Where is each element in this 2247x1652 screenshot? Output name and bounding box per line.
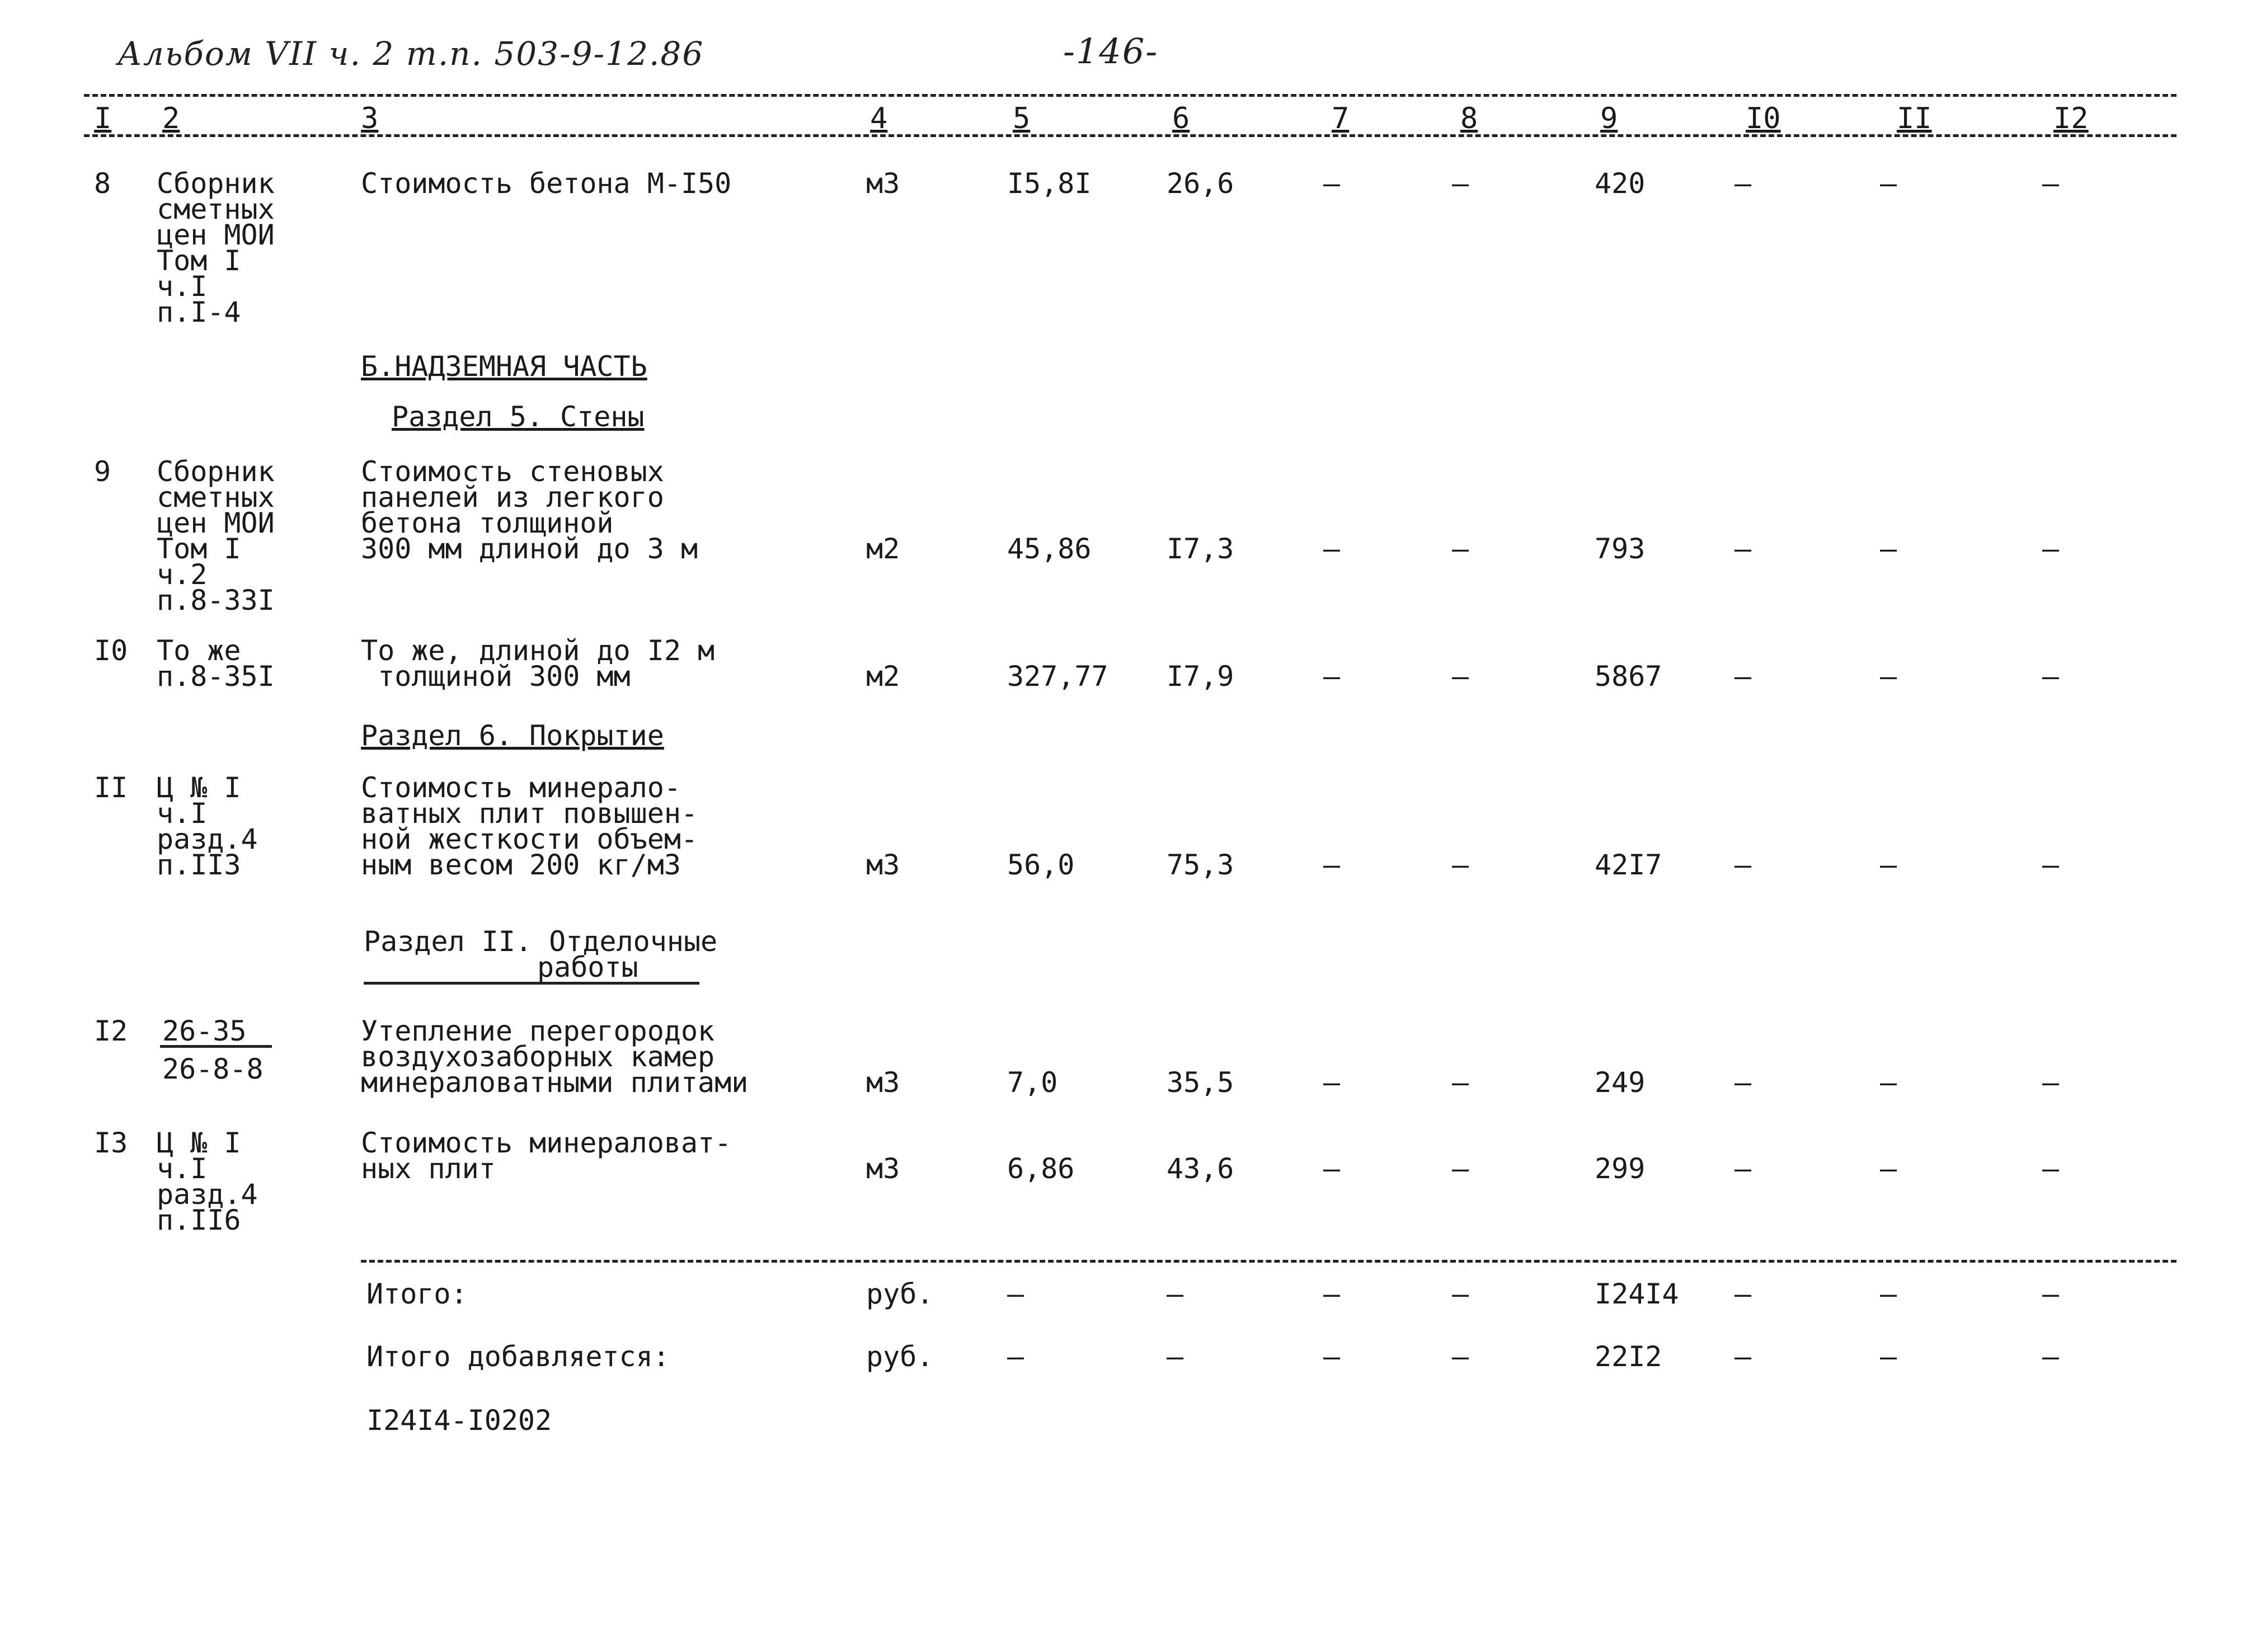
column-header-11: II — [1897, 102, 1932, 135]
row-col9: 42I7 — [1595, 849, 1662, 881]
row-source-numerator: 26-35 — [162, 1015, 247, 1047]
row-col7: – — [1323, 1066, 1341, 1099]
section-11-heading-cont: работы — [537, 951, 638, 983]
total-col9: I24I4 — [1595, 1278, 1679, 1310]
row-col12: – — [2042, 1152, 2060, 1185]
column-header-7: 7 — [1332, 102, 1350, 135]
total-col7: – — [1323, 1340, 1341, 1373]
fraction-bar — [160, 1045, 272, 1048]
page-number: -146- — [1063, 31, 1159, 72]
row-col6: 75,3 — [1167, 849, 1234, 881]
row-col10: – — [1734, 1152, 1752, 1185]
row-col8: – — [1452, 1152, 1469, 1185]
row-col7: – — [1323, 167, 1341, 200]
total-col6: – — [1167, 1340, 1184, 1373]
header-divider — [84, 134, 2177, 137]
row-unit: м3 — [866, 849, 900, 881]
row-col5: 56,0 — [1007, 849, 1075, 881]
total-col9: 22I2 — [1595, 1340, 1662, 1373]
row-col12: – — [2042, 533, 2060, 565]
row-unit: м3 — [866, 1066, 900, 1099]
row-col12: – — [2042, 849, 2060, 881]
top-divider — [84, 94, 2177, 97]
part-b-heading: Б.НАДЗЕМНАЯ ЧАСТЬ — [361, 350, 647, 383]
row-col5: 327,77 — [1007, 660, 1108, 693]
column-header-1: I — [94, 102, 112, 135]
total-label: Итого добавляется: — [366, 1340, 670, 1373]
row-col12: – — [2042, 660, 2060, 693]
row-col8: – — [1452, 660, 1469, 693]
total-label: Итого: — [366, 1278, 468, 1310]
total-col10: – — [1734, 1278, 1752, 1310]
total-unit: руб. — [866, 1278, 934, 1310]
row-col10: – — [1734, 533, 1752, 565]
row-description: То же, длиной до I2 м толщиной 300 мм — [361, 634, 715, 693]
total-col5: – — [1007, 1278, 1024, 1310]
column-header-9: 9 — [1600, 102, 1618, 135]
total-col5: – — [1007, 1340, 1024, 1373]
row-col11: – — [1880, 1066, 1897, 1099]
column-header-3: 3 — [361, 102, 379, 135]
column-header-12: I2 — [2053, 102, 2089, 135]
row-number: 9 — [94, 455, 111, 488]
row-unit: м2 — [866, 533, 900, 565]
column-header-2: 2 — [162, 102, 180, 135]
row-col8: – — [1452, 533, 1469, 565]
row-col6: 26,6 — [1167, 167, 1234, 200]
row-col6: I7,9 — [1167, 660, 1234, 693]
total-col8: – — [1452, 1340, 1469, 1373]
row-col8: – — [1452, 849, 1469, 881]
row-col9: 249 — [1595, 1066, 1646, 1099]
row-col10: – — [1734, 849, 1752, 881]
total-col6: – — [1167, 1278, 1184, 1310]
row-description: Стоимость бетона М-I50 — [361, 167, 732, 200]
row-col10: – — [1734, 660, 1752, 693]
total-col11: – — [1880, 1278, 1897, 1310]
album-reference: Альбом VII ч. 2 т.п. 503-9-12.86 — [117, 35, 704, 73]
row-col7: – — [1323, 533, 1341, 565]
total-col8: – — [1452, 1278, 1469, 1310]
total-col7: – — [1323, 1278, 1341, 1310]
row-col5: 6,86 — [1007, 1152, 1075, 1185]
row-col9: 420 — [1595, 167, 1646, 200]
row-col6: 35,5 — [1167, 1066, 1234, 1099]
row-col5: 7,0 — [1007, 1066, 1058, 1099]
row-description: Стоимость минерало- ватных плит повышен- ной жесткости объем- ным весом 200 кг/м3 — [361, 771, 698, 881]
column-header-5: 5 — [1013, 102, 1031, 135]
row-col11: – — [1880, 1152, 1897, 1185]
row-number: I2 — [94, 1015, 128, 1047]
row-col7: – — [1323, 1152, 1341, 1185]
row-source: То же п.8-35I — [157, 634, 275, 693]
row-col12: – — [2042, 1066, 2060, 1099]
row-col5: 45,86 — [1007, 533, 1092, 565]
row-col11: – — [1880, 660, 1897, 693]
column-header-10: I0 — [1746, 102, 1781, 135]
row-col11: – — [1880, 849, 1897, 881]
row-col9: 5867 — [1595, 660, 1662, 693]
row-number: I3 — [94, 1127, 128, 1159]
formula-note: I24I4-I0202 — [366, 1404, 552, 1437]
section-5-heading: Раздел 5. Стены — [392, 401, 645, 433]
row-col8: – — [1452, 167, 1469, 200]
row-col5: I5,8I — [1007, 167, 1092, 200]
row-unit: м3 — [866, 1152, 900, 1185]
row-source: Сборник сметных цен МОИ Том I ч.I п.I-4 — [157, 167, 275, 328]
row-col11: – — [1880, 167, 1897, 200]
section-11-underline — [364, 982, 699, 985]
row-col6: 43,6 — [1167, 1152, 1234, 1185]
column-header-4: 4 — [870, 102, 888, 135]
total-col10: – — [1734, 1340, 1752, 1373]
row-col8: – — [1452, 1066, 1469, 1099]
row-col7: – — [1323, 849, 1341, 881]
row-col7: – — [1323, 660, 1341, 693]
row-col10: – — [1734, 167, 1752, 200]
row-unit: м2 — [866, 660, 900, 693]
row-source: Ц № I ч.I разд.4 п.II3 — [157, 771, 258, 881]
row-description: Утепление перегородок воздухозаборных камер минераловатными плитами — [361, 1015, 749, 1099]
total-col11: – — [1880, 1340, 1897, 1373]
row-col9: 793 — [1595, 533, 1646, 565]
row-unit: м3 — [866, 167, 900, 200]
row-description: Стоимость стеновых панелей из легкого бетона толщиной 300 мм длиной до 3 м — [361, 455, 698, 565]
row-col6: I7,3 — [1167, 533, 1234, 565]
row-source: Сборник сметных цен МОИ Том I ч.2 п.8-33I — [157, 455, 275, 616]
column-header-8: 8 — [1460, 102, 1478, 135]
totals-divider — [361, 1260, 2177, 1263]
row-source-denominator: 26-8-8 — [162, 1053, 264, 1085]
total-col12: – — [2042, 1340, 2060, 1373]
section-11-heading: Раздел II. Отделочные — [364, 925, 718, 958]
row-col9: 299 — [1595, 1152, 1646, 1185]
row-description: Стоимость минераловат- ных плит — [361, 1127, 732, 1185]
row-number: II — [94, 771, 128, 804]
row-source: Ц № I ч.I разд.4 п.II6 — [157, 1127, 258, 1236]
row-col12: – — [2042, 167, 2060, 200]
total-unit: руб. — [866, 1340, 934, 1373]
total-col12: – — [2042, 1278, 2060, 1310]
row-number: I0 — [94, 634, 128, 667]
row-col10: – — [1734, 1066, 1752, 1099]
row-number: 8 — [94, 167, 111, 200]
section-6-heading: Раздел 6. Покрытие — [361, 719, 664, 752]
row-col11: – — [1880, 533, 1897, 565]
column-header-6: 6 — [1172, 102, 1190, 135]
